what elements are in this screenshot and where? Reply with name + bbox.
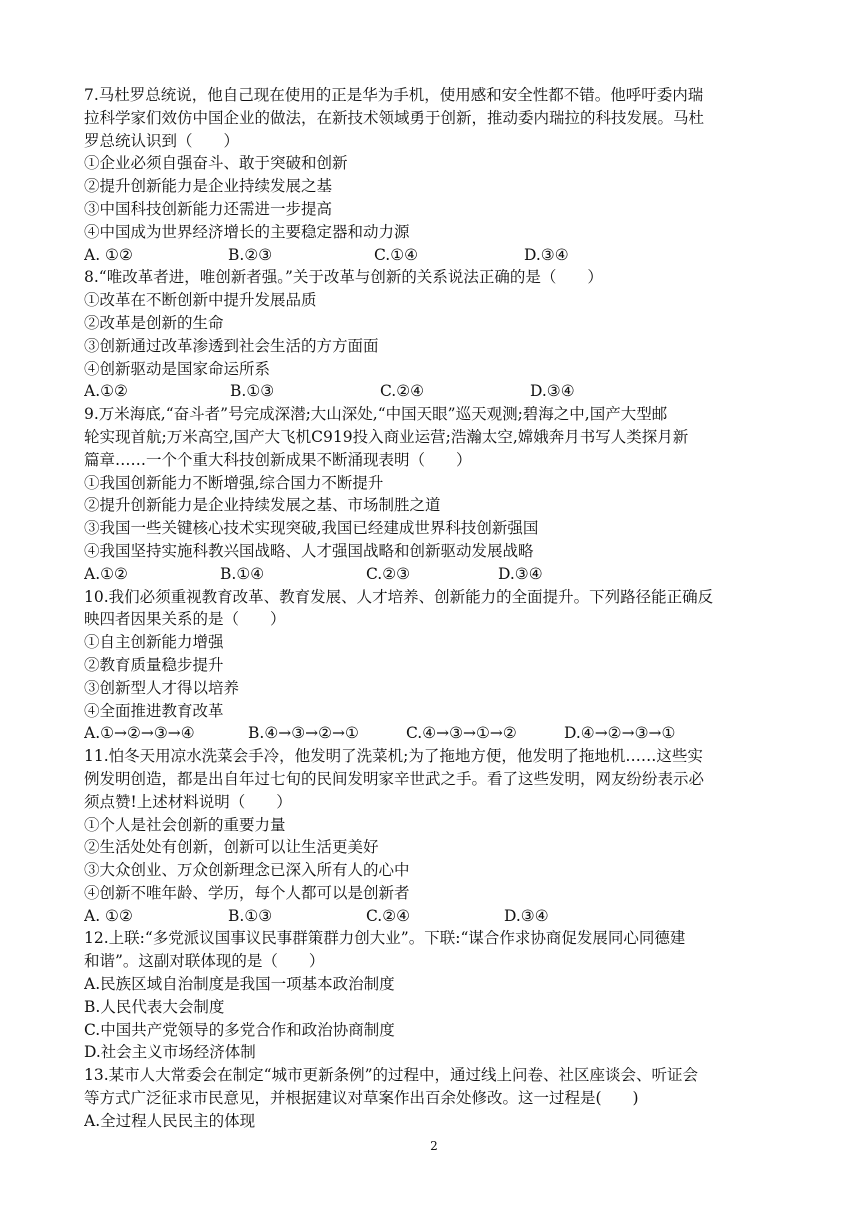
statement-item: ②提升创新能力是企业持续发展之基 — [84, 177, 333, 196]
question-8 — [84, 266, 786, 403]
statement-item: ③创新通过改革渗透到社会生活的方方面面 — [84, 336, 379, 355]
question-stem-line: 12.上联:“多党派议国事议民事群策群力创大业”。下联:“谋合作求协商促发展同心同德建 — [84, 929, 686, 948]
statement-item: ②教育质量稳步提升 — [84, 655, 224, 674]
question-stem-line: 9.万米海底,“奋斗者”号完成深潜;大山深处,“中国天眼”巡天观测;碧海之中,国产大型邮 — [84, 405, 668, 424]
statement-item: ②生活处处有创新，创新可以让生活更美好 — [84, 838, 379, 857]
question-stem-line: 罗总统认识到（ ） — [84, 131, 240, 150]
option-d: D.社会主义市场经济体制 — [84, 1043, 256, 1062]
statement-item: ③创新型人才得以培养 — [84, 678, 240, 697]
question-stem-line: 轮实现首航;万米高空,国产大飞机C919投入商业运营;浩瀚太空,嫦娥奔月书写人类探月新 — [84, 427, 689, 446]
option-a: A. ①② — [84, 906, 133, 925]
option-b: B.①③ — [228, 906, 273, 925]
statement-item: ③大众创业、万众创新理念已深入所有人的心中 — [84, 861, 410, 880]
answer-options — [84, 244, 786, 267]
statement-item: ①改革在不断创新中提升发展品质 — [84, 291, 317, 310]
question-stem-line: 和谐”。这副对联体现的是（ ） — [84, 952, 325, 971]
question-stem-line: 篇章……一个个重大科技创新成果不断涌现表明（ ） — [84, 450, 472, 469]
option-d: D.③④ — [498, 564, 543, 583]
option-c: C.中国共产党领导的多党合作和政治协商制度 — [84, 1020, 395, 1039]
question-13 — [84, 1064, 786, 1132]
option-a: A.①→②→③→④ — [84, 724, 195, 743]
question-12 — [84, 927, 786, 1064]
option-c: C.②③ — [366, 564, 411, 583]
question-stem-line: 10.我们必须重视教育改革、教育发展、人才培养、创新能力的全面提升。下列路径能正确反 — [84, 587, 714, 606]
statement-item: ③中国科技创新能力还需进一步提高 — [84, 199, 333, 218]
option-a: A.全过程人民民主的体现 — [84, 1111, 256, 1130]
question-stem-line: 等方式广泛征求市民意见，并根据建议对草案作出百余处修改。这一过程是( ) — [84, 1089, 639, 1108]
answer-options — [84, 905, 786, 928]
option-a: A. ①② — [84, 245, 133, 264]
question-stem-line: 须点赞!上述材料说明（ ） — [84, 792, 292, 811]
question-stem-line: 例发明创造，都是出自年过七旬的民间发明家辛世武之手。看了这些发明，网友纷纷表示必 — [84, 769, 705, 788]
option-c: C.④→③→①→② — [406, 724, 517, 743]
statement-item: ④创新不唯年龄、学历，每个人都可以是创新者 — [84, 883, 410, 902]
option-c: C.②④ — [366, 906, 411, 925]
statement-item: ③我国一些关键核心技术实现突破,我国已经建成世界科技创新强国 — [84, 519, 539, 538]
statement-item: ②改革是创新的生命 — [84, 313, 224, 332]
option-b: B.④→③→②→① — [248, 724, 359, 743]
statement-item: ④全面推进教育改革 — [84, 701, 224, 720]
statement-item: ②提升创新能力是企业持续发展之基、市场制胜之道 — [84, 496, 441, 515]
question-list — [84, 84, 786, 1133]
option-b: B.①④ — [220, 564, 265, 583]
answer-options — [84, 563, 786, 586]
statement-item: ①自主创新能力增强 — [84, 633, 224, 652]
option-b: B.②③ — [228, 245, 273, 264]
question-stem-line: 11.怕冬天用凉水洗菜会手冷，他发明了洗菜机;为了拖地方便，他发明了拖地机……这些实 — [84, 747, 703, 766]
question-11 — [84, 745, 786, 927]
answer-options — [84, 380, 786, 403]
statement-item: ④中国成为世界经济增长的主要稳定器和动力源 — [84, 222, 410, 241]
option-a: A.①② — [84, 564, 128, 583]
option-d: D.③④ — [504, 906, 549, 925]
statement-item: ①我国创新能力不断增强,综合国力不断提升 — [84, 473, 384, 492]
statement-item: ①企业必须自强奋斗、敢于突破和创新 — [84, 154, 348, 173]
question-stem-line: 拉科学家们效仿中国企业的做法，在新技术领域勇于创新，推动委内瑞拉的科技发展。马杜 — [84, 108, 705, 127]
option-b: B.人民代表大会制度 — [84, 997, 225, 1016]
question-stem-line: 7.马杜罗总统说，他自己现在使用的正是华为手机，使用感和安全性都不错。他呼吁委内瑞 — [84, 86, 704, 104]
question-stem-line: 13.某市人大常委会在制定“城市更新条例”的过程中，通过线上问卷、社区座谈会、听证会 — [84, 1066, 699, 1085]
question-10 — [84, 586, 786, 746]
option-a: A.①② — [84, 382, 128, 401]
question-stem-line: 映四者因果关系的是（ ） — [84, 610, 286, 629]
statement-item: ④我国坚持实施科教兴国战略、人才强国战略和创新驱动发展战略 — [84, 541, 534, 560]
option-a: A.民族区域自治制度是我国一项基本政治制度 — [84, 975, 395, 994]
answer-options — [84, 722, 786, 745]
option-c: C.①④ — [374, 245, 419, 264]
option-d: D.④→②→③→① — [564, 724, 676, 743]
option-d: D.③④ — [524, 245, 569, 264]
statement-item: ①个人是社会创新的重要力量 — [84, 815, 286, 834]
option-c: C.②④ — [380, 382, 425, 401]
option-b: B.①③ — [230, 382, 275, 401]
statement-item: ④创新驱动是国家命运所系 — [84, 359, 271, 378]
question-7 — [84, 84, 786, 266]
question-stem-line: 8.“唯改革者进，唯创新者强。”关于改革与创新的关系说法正确的是（ ） — [84, 268, 603, 287]
question-9 — [84, 403, 786, 585]
option-d: D.③④ — [530, 382, 575, 401]
page-number: 2 — [430, 1139, 438, 1153]
